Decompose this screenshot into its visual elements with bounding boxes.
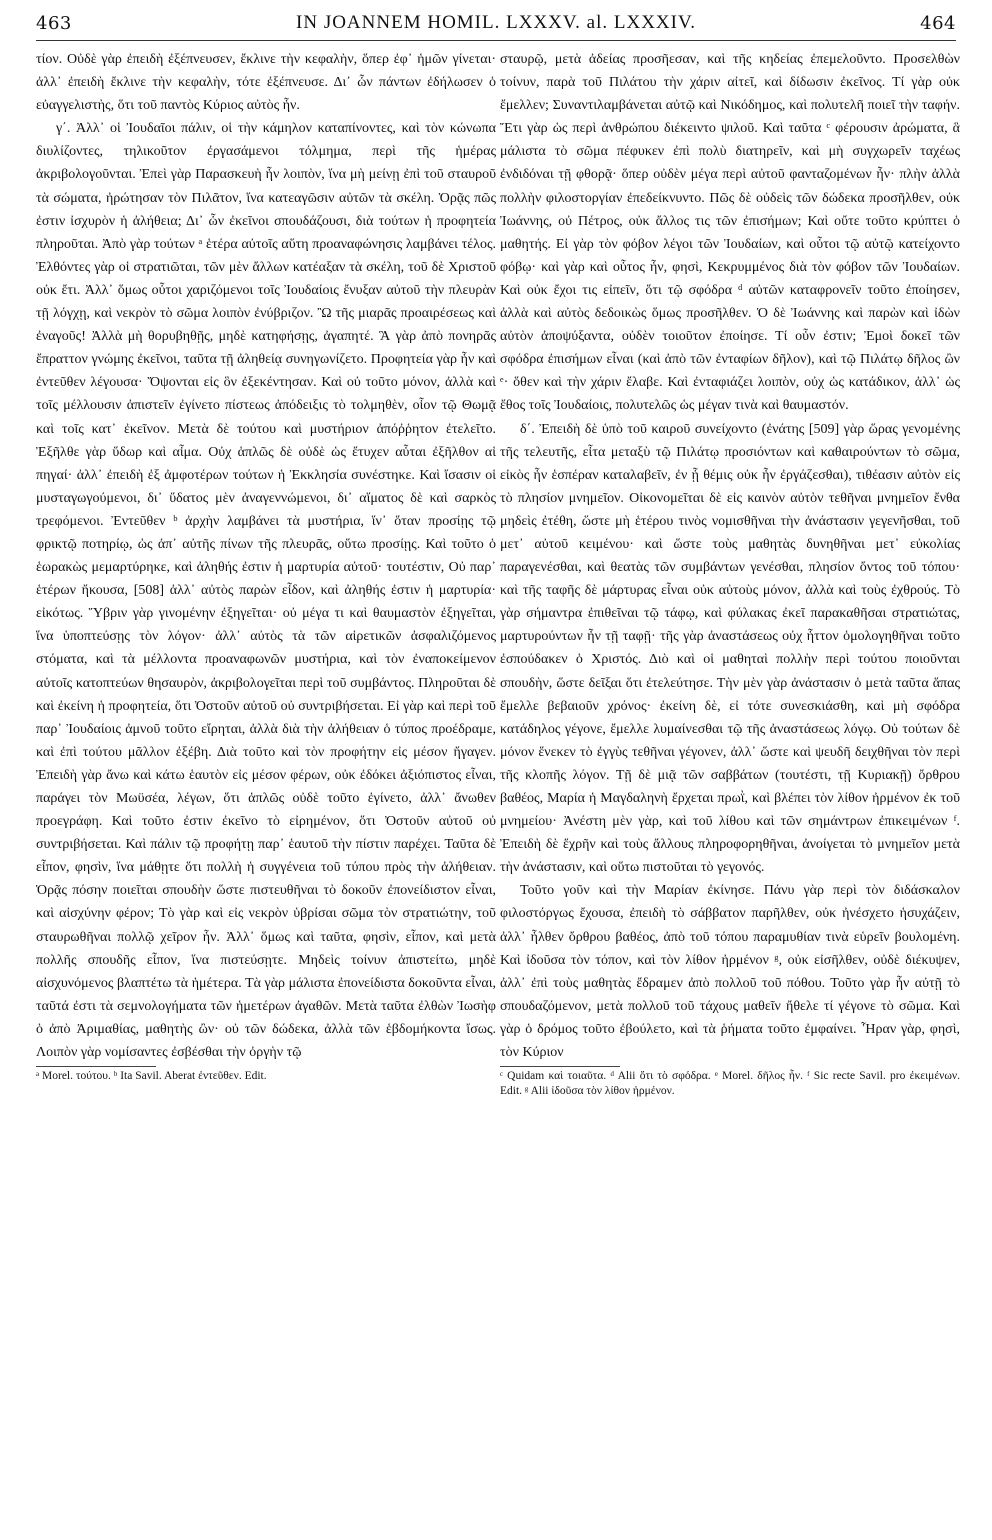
footnotes: ᵃ Morel. τούτου. ᵇ Ita Savil. Aberat ἐντεῦθεν. Edit. [36,1070,267,1083]
paragraph: σταυρῷ, μετὰ ἀδείας προσῆεσαν, καὶ τῆς κηδείας ἐπεμελοῦντο. Προσελθὼν τοίνυν, παρὰ τοῦ Πιλάτου τὴν χάριν αἰτεῖ, καὶ δίδωσιν ἐκεῖνος. Τί γὰρ οὐκ ἔμελλεν; Συναντιλαμβάνεται αὐτῷ καὶ Νικόδημος, καὶ πολυτελῆ ποιεῖ τὴν ταφήν. Ἔτι γὰρ ὡς περὶ ἀνθρώπου διέκειντο ψιλοῦ. Καὶ ταῦτα ᶜ φέρουσιν ἀρώματα, ἃ μάλιστα τὸ σῶμα πέφυκεν ἐπὶ πολὺ διατηρεῖν, καὶ μὴ συγχωρεῖν ταχέως ἐνδιδόναι τῇ φθορᾷ· ὅπερ οὐδὲν μέγα περὶ αὐτοῦ φανταζομένων ἦν· πλὴν ἀλλὰ πολλὴν φιλοστοργίαν ἐπεδείκνυντο. Πῶς δὲ οὐδεὶς τῶν δώδεκα προσῆλθεν, οὐκ Ἰωάννης, οὐ Πέτρος, οὐκ ἄλλος τις τῶν ἐπισήμων; Καὶ οὔτε τοῦτο κρύπτει ὁ μαθητής. Εἰ γὰρ τὸν φόβον λέγοι τῶν Ἰουδαίων, καὶ οὗτοι τῷ αὐτῷ κατείχοντο φόβῳ· καὶ γὰρ καὶ οὗτος ἦν, φησὶ, Κεκρυμμένος διὰ τὸν φόβον τῶν Ἰουδαίων. Καὶ οὐκ ἔχοι τις εἰπεῖν, ὅτι τῷ σφόδρα ᵈ αὐτῶν καταφρονεῖν τοῦτο ἐποίησεν, ἀλλὰ καὶ αὐτὸς δεδοικὼς ὅμως προσῆλθεν. Ὁ δὲ Ἰωάννης καὶ παρὼν καὶ ἰδὼν αὐτὸν ἀποψύξαντα, οὐδὲν τοιοῦτον ἐποίησε. Τί οὖν ἐστιν; Ἐμοὶ δοκεῖ τῶν σφόδρα ἐπισήμων εἶναι (καὶ ἀπὸ τῶν ἐνταφίων δῆλον), καὶ τῷ Πιλάτῳ δῆλος ὢν ᵉ· ὅθεν καὶ τὴν χάριν ἔλαβε. Καὶ ἐνταφιάζει λοιπὸν, οὐχ ὡς κατάδικον, ἀλλ᾽ ὡς ἔθος τοῖς Ἰουδαίοις, πολυτελῶς ὡς μέγαν τινὰ καὶ θαυμαστόν. [500,52,960,414]
footnotes: ᶜ Quidam καὶ τοιαῦτα. ᵈ Alii ὅτι τὸ σφόδρα. ᵉ Morel. δῆλος ἦν. ᶠ Sic recte Savil. pro ἐκειμένων. Edit. ᵍ Alii ἰδοῦσα τὸν λίθον ἠρμένον. [500,1070,960,1098]
header-rule [36,40,956,41]
running-title: IN JOANNEM HOMIL. LXXXV. al. LXXXIV. [296,12,696,33]
left-column [36,48,496,1084]
footnote-rule [500,1066,620,1067]
page-number-right: 464 [920,12,956,34]
right-column [500,48,960,1099]
paragraph: γ΄. Ἀλλ᾽ οἱ Ἰουδαῖοι πάλιν, οἱ τὴν κάμηλον καταπίνοντες, καὶ τὸν κώνωπα διυλίζοντες, τηλικοῦτον ἐργασάμενοι τόλμημα, περὶ τῆς ἡμέρας ἀκριβολογοῦνται. Ἐπεὶ γὰρ Παρασκευὴ ἦν λοιπὸν, ἵνα μὴ μείνῃ ἐπὶ τοῦ σταυροῦ τὰ σώματα, ἠρώτησαν τὸν Πιλᾶτον, ἵνα κατεαγῶσιν αὐτῶν τὰ σκέλη. Ὁρᾷς πῶς ἐστιν ἰσχυρὸν ἡ ἀλήθεια; Δι᾽ ὧν ἐκεῖνοι σπουδάζουσι, διὰ τούτων ἡ προφητεία πληροῦται. Ἀπὸ γὰρ τούτων ᵃ ἑτέρα αὐτοῖς αὕτη προαναφώνησις λαμβάνει τέλος. Ἐλθόντες γὰρ οἱ στρατιῶται, τῶν μὲν ἄλλων κατέαξαν τὰ σκέλη, τοῦ δὲ Χριστοῦ οὐκ ἔτι. Ἀλλ᾽ ὅμως οὗτοι χαριζόμενοι τοῖς Ἰουδαίοις ἔνυξαν αὐτοῦ τὴν πλευρὰν τῇ λόγχῃ, καὶ νεκρὸν τὸ σῶμα λοιπὸν ἐνύβριζον. Ὢ τῆς μιαρᾶς προαιρέσεως καὶ ἐναγοῦς! Ἀλλὰ μὴ θορυβηθῇς, μηδὲ κατηφήσῃς, ἀγαπητέ. Ἃ γὰρ ἀπὸ πονηρᾶς ἔπραττον γνώμης ἐκεῖνοι, ταῦτα τῇ ἀληθείᾳ συνηγωνίζετο. Προφητεία γὰρ ἦν καὶ ἐντεῦθεν λέγουσα· Ὄψονται εἰς ὃν ἐξεκέντησαν. Καὶ οὐ τοῦτο μόνον, ἀλλὰ καὶ τοῖς μέλλουσιν ἀπιστεῖν ἐγίνετο πίστεως ἀπόδειξις τὸ τολμηθὲν, οἷον τῷ Θωμᾷ καὶ τοῖς κατ᾽ ἐκεῖνον. Μετὰ δὲ τούτου καὶ μυστήριον ἀπόῤῥητον ἐτελεῖτο. Ἐξῆλθε γὰρ ὕδωρ καὶ αἷμα. Οὐχ ἁπλῶς δὲ οὐδὲ ὡς ἔτυχεν αὗται ἐξῆλθον αἱ πηγαί· ἀλλ᾽ ἐπειδὴ ἐξ ἀμφοτέρων τούτων ἡ Ἐκκλησία συνέστηκε. Καὶ ἴσασιν οἱ μυσταγωγούμενοι, δι᾽ ὕδατος μὲν ἀναγεννώμενοι, δι᾽ αἵματος δὲ καὶ σαρκὸς τρεφόμενοι. Ἐντεῦθεν ᵇ ἀρχὴν λαμβάνει τὰ μυστήρια, ἵν᾽ ὅταν προσίῃς τῷ φρικτῷ ποτηρίῳ, ὡς ἀπ᾽ αὐτῆς πίνων τῆς πλευρᾶς, οὕτω προσίῃς. Καὶ τοῦτο ὁ ἑωρακὼς μεμαρτύρηκε, καὶ ἀληθής ἐστιν ἡ μαρτυρία αὐτοῦ· τουτέστιν, Οὐ παρ᾽ ἑτέρων ἤκουσα, [508] ἀλλ᾽ αὐτὸς παρὼν εἶδον, καὶ ἀληθής ἐστιν ἡ μαρτυρία· εἰκότως. Ὕβριν γὰρ γινομένην ἐξηγεῖται· οὐ μέγα τι καὶ θαυμαστὸν ἐξηγεῖται, ἵνα ὑποπτεύσῃς τὸν λόγον· ἀλλ᾽ αὐτὸς τὰ τῶν αἱρετικῶν ἀσφαλιζόμενος στόματα, καὶ τὰ μέλλοντα προαναφωνῶν μυστήρια, καὶ τὸν ἐναποκείμενον αὐτοῖς κατοπτεύων θησαυρὸν, ἀκριβολογεῖται περὶ τοῦ συμβάντος. Πληροῦται δὲ καὶ ἐκείνη ἡ προφητεία, ὅτι Ὀστοῦν αὐτοῦ οὐ συντριβήσεται. Εἰ γὰρ καὶ περὶ τοῦ παρ᾽ Ἰουδαίοις ἀμνοῦ τοῦτο εἴρηται, ἀλλὰ διὰ τὴν ἀλήθειαν ὁ τύπος προέδραμε, καὶ ἐπὶ τούτου μᾶλλον ἐξέβη. Διὰ τοῦτο καὶ τὸν προφήτην εἰς μέσον ἤγαγεν. Ἐπειδὴ γὰρ ἄνω καὶ κάτω ἑαυτὸν εἰς μέσον φέρων, οὐκ ἐδόκει ἀξιόπιστος εἶναι, παράγει τὸν Μωϋσέα, λέγων, ὅτι ἁπλῶς οὐδὲ τοῦτο ἐγίνετο, ἀλλ᾽ ἄνωθεν προεγράφη. Καὶ τοῦτο ἐστιν ἐκεῖνο τὸ εἰρημένον, ὅτι Ὀστοῦν αὐτοῦ οὐ συντριβήσεται. Καὶ πάλιν τῷ προφήτῃ παρ᾽ ἑαυτοῦ τὴν πίστιν παρέχει. Ταῦτα δὲ εἶπον, φησὶν, ἵνα μάθῃτε ὅτι πολλὴ ἡ συγγένεια τοῦ τύπου πρὸς τὴν ἀλήθειαν. Ὁρᾷς πόσην ποιεῖται σπουδὴν ὥστε πιστευθῆναι τὸ δοκοῦν ἐπονείδιστον εἶναι, καὶ αἰσχύνην φέρον; Τὸ γὰρ καὶ εἰς νεκρὸν ὑβρίσαι σῶμα τὸν στρατιώτην, τοῦ σταυρωθῆναι πολλῷ χεῖρον ἦν. Ἀλλ᾽ ὅμως καὶ ταῦτα, φησὶν, εἶπον, καὶ μετὰ πολλῆς σπουδῆς εἶπον, ἵνα πιστεύσῃτε. Μηδεὶς τοίνυν ἀπιστείτω, μηδὲ αἰσχυνόμενος βλαπτέτω τὰ ἡμέτερα. Τὰ γὰρ μάλιστα ἐπονείδιστα δοκοῦντα εἶναι, ταῦτά ἐστι τὰ σεμνολογήματα τῶν ἡμετέρων ἀγαθῶν. Μετὰ ταῦτα ἐλθὼν Ἰωσὴφ ὁ ἀπὸ Ἀριμαθίας, μαθητὴς ὢν· οὐ τῶν δώδεκα, ἀλλὰ τῶν ἑβδομήκοντα ἴσως. Λοιπὸν γὰρ νομίσαντες ἐσβέσθαι τὴν ὀργὴν τῷ [36,121,496,1061]
paragraph: δ΄. Ἐπειδὴ δὲ ὑπὸ τοῦ καιροῦ συνείχοντο (ἐνάτης [509] γὰρ ὥρας γενομένης τῆς τελευτῆς, εἶτα μεταξὺ τῷ Πιλάτῳ προσιόντων καὶ καθαιρούντων τὸ σῶμα, εἰκὸς ἦν ἑσπέραν καταλαβεῖν, ἐν ᾗ θέμις οὐκ ἦν ἐργάζεσθαι), τιθέασιν αὐτὸν εἰς τὸ πλησίον μνημεῖον. Οἰκονομεῖται δὲ εἰς καινὸν αὐτὸν τεθῆναι μνημεῖον ἔνθα μηδεὶς ἐτέθη, ὥστε μὴ ἑτέρου τινὸς νομισθῆναι τὴν ἀνάστασιν γεγενῆσθαι, τοῦ μετ᾽ αὐτοῦ κειμένου· καὶ ὥστε τοὺς μαθητὰς δυνηθῆναι μετ᾽ εὐκολίας παραγενέσθαι, καὶ θεατὰς τῶν συμβάντων γενέσθαι, πλησίον ὄντος τοῦ τόπου· καὶ τῆς ταφῆς δὲ μάρτυρας εἶναι οὐκ αὐτοὺς μόνον, ἀλλὰ καὶ τοὺς ἐχθρούς. Τὸ γὰρ σήμαντρα ἐπιθεῖναι τῷ τάφῳ, καὶ φύλακας ἐκεῖ παρακαθῆσαι στρατιώτας, μαρτυρούντων ἦν τῇ ταφῇ· τῆς γὰρ ἀναστάσεως οὐχ ἧττον ὁμολογηθῆναι τοῦτο ἐσπούδακεν ὁ Χριστός. Διὸ καὶ οἱ μαθηταὶ πολλὴν περὶ τούτου ποιοῦνται σπουδὴν, ὥστε δεῖξαι ὅτι ἐτελεύτησε. Τὴν μὲν γὰρ ἀνάστασιν ὁ μετὰ ταῦτα ἅπας ἔμελλε βεβαιοῦν χρόνος· ἐκείνη δὲ, εἰ τότε συνεσκιάσθη, καὶ μὴ σφόδρα κατάδηλος γέγονε, ἔμελλε λυμαίνεσθαι τῷ τῆς ἀναστάσεως λόγῳ. Οὐ τούτων δὲ μόνον ἕνεκεν τὸ ἐγγὺς τεθῆναι γέγονεν, ἀλλ᾽ ὥστε καὶ ψευδῆ δειχθῆναι τὸν περὶ τῆς κλοπῆς λόγον. Τῇ δὲ μιᾷ τῶν σαββάτων (τουτέστι, τῇ Κυριακῇ) ὄρθρου βαθέος, Μαρία ἡ Μαγδαληνὴ ἔρχεται πρωῒ, καὶ βλέπει τὸν λίθον ἠρμένον ἐκ τοῦ μνημείου· Ἀνέστη μὲν γὰρ, καὶ τοῦ λίθου καὶ τῶν σημάντρων ἐπικειμένων ᶠ. Ἐπειδὴ δὲ ἔχρῆν καὶ τοὺς ἄλλους πληροφορηθῆναι, ἀνοίγεται τὸ μνημεῖον μετὰ τὴν ἀνάστασιν, καὶ οὕτω πιστοῦται τὸ γεγονός. [500,421,960,876]
running-header [36,6,956,40]
footnote-rule [36,1066,156,1067]
page-number-left: 463 [36,12,72,34]
paragraph: τίον. Οὐδὲ γὰρ ἐπειδὴ ἐξέπνευσεν, ἔκλινε τὴν κεφαλὴν, ὅπερ ἐφ᾽ ἡμῶν γίνεται· ἀλλ᾽ ἐπειδὴ ἔκλινε τὴν κεφαλὴν, τότε ἐξέπνευσε. Δι᾽ ὧν πάντων ἐδήλωσεν ὁ εὐαγγελιστὴς, ὅτι τοῦ παντὸς Κύριος αὐτὸς ἦν. [36,52,496,114]
paragraph: Τοῦτο γοῦν καὶ τὴν Μαρίαν ἐκίνησε. Πάνυ γὰρ περὶ τὸν διδάσκαλον φιλοστόργως ἔχουσα, ἐπειδὴ τὸ σάββατον παρῆλθεν, οὐκ ἠνέσχετο ἡσυχάζειν, ἀλλ᾽ ἦλθεν ὄρθρου βαθέος, ἀπὸ τοῦ τόπου παραμυθίαν τινὰ εὑρεῖν βουλομένη. Καὶ ἰδοῦσα τὸν τόπον, καὶ τὸν λίθον ἠρμένον ᵍ, οὐκ εἰσῆλθεν, οὐδὲ διέκυψεν, ἀλλ᾽ ἐπὶ τοὺς μαθητὰς ἔδραμεν ἀπὸ πολλοῦ τοῦ πόθου. Τοῦτο γὰρ ἦν αὐτῇ τὸ σπουδαζόμενον, μετὰ πολλοῦ τοῦ τάχους μαθεῖν ἤθελε τί γέγονε τὸ σῶμα. Καὶ γὰρ ὁ δρόμος τοῦτο ἐβούλετο, καὶ τὰ ῥήματα τοῦτο ἐμφαίνει. Ἦραν γὰρ, φησὶ, τὸν Κύριον [500,883,960,1061]
